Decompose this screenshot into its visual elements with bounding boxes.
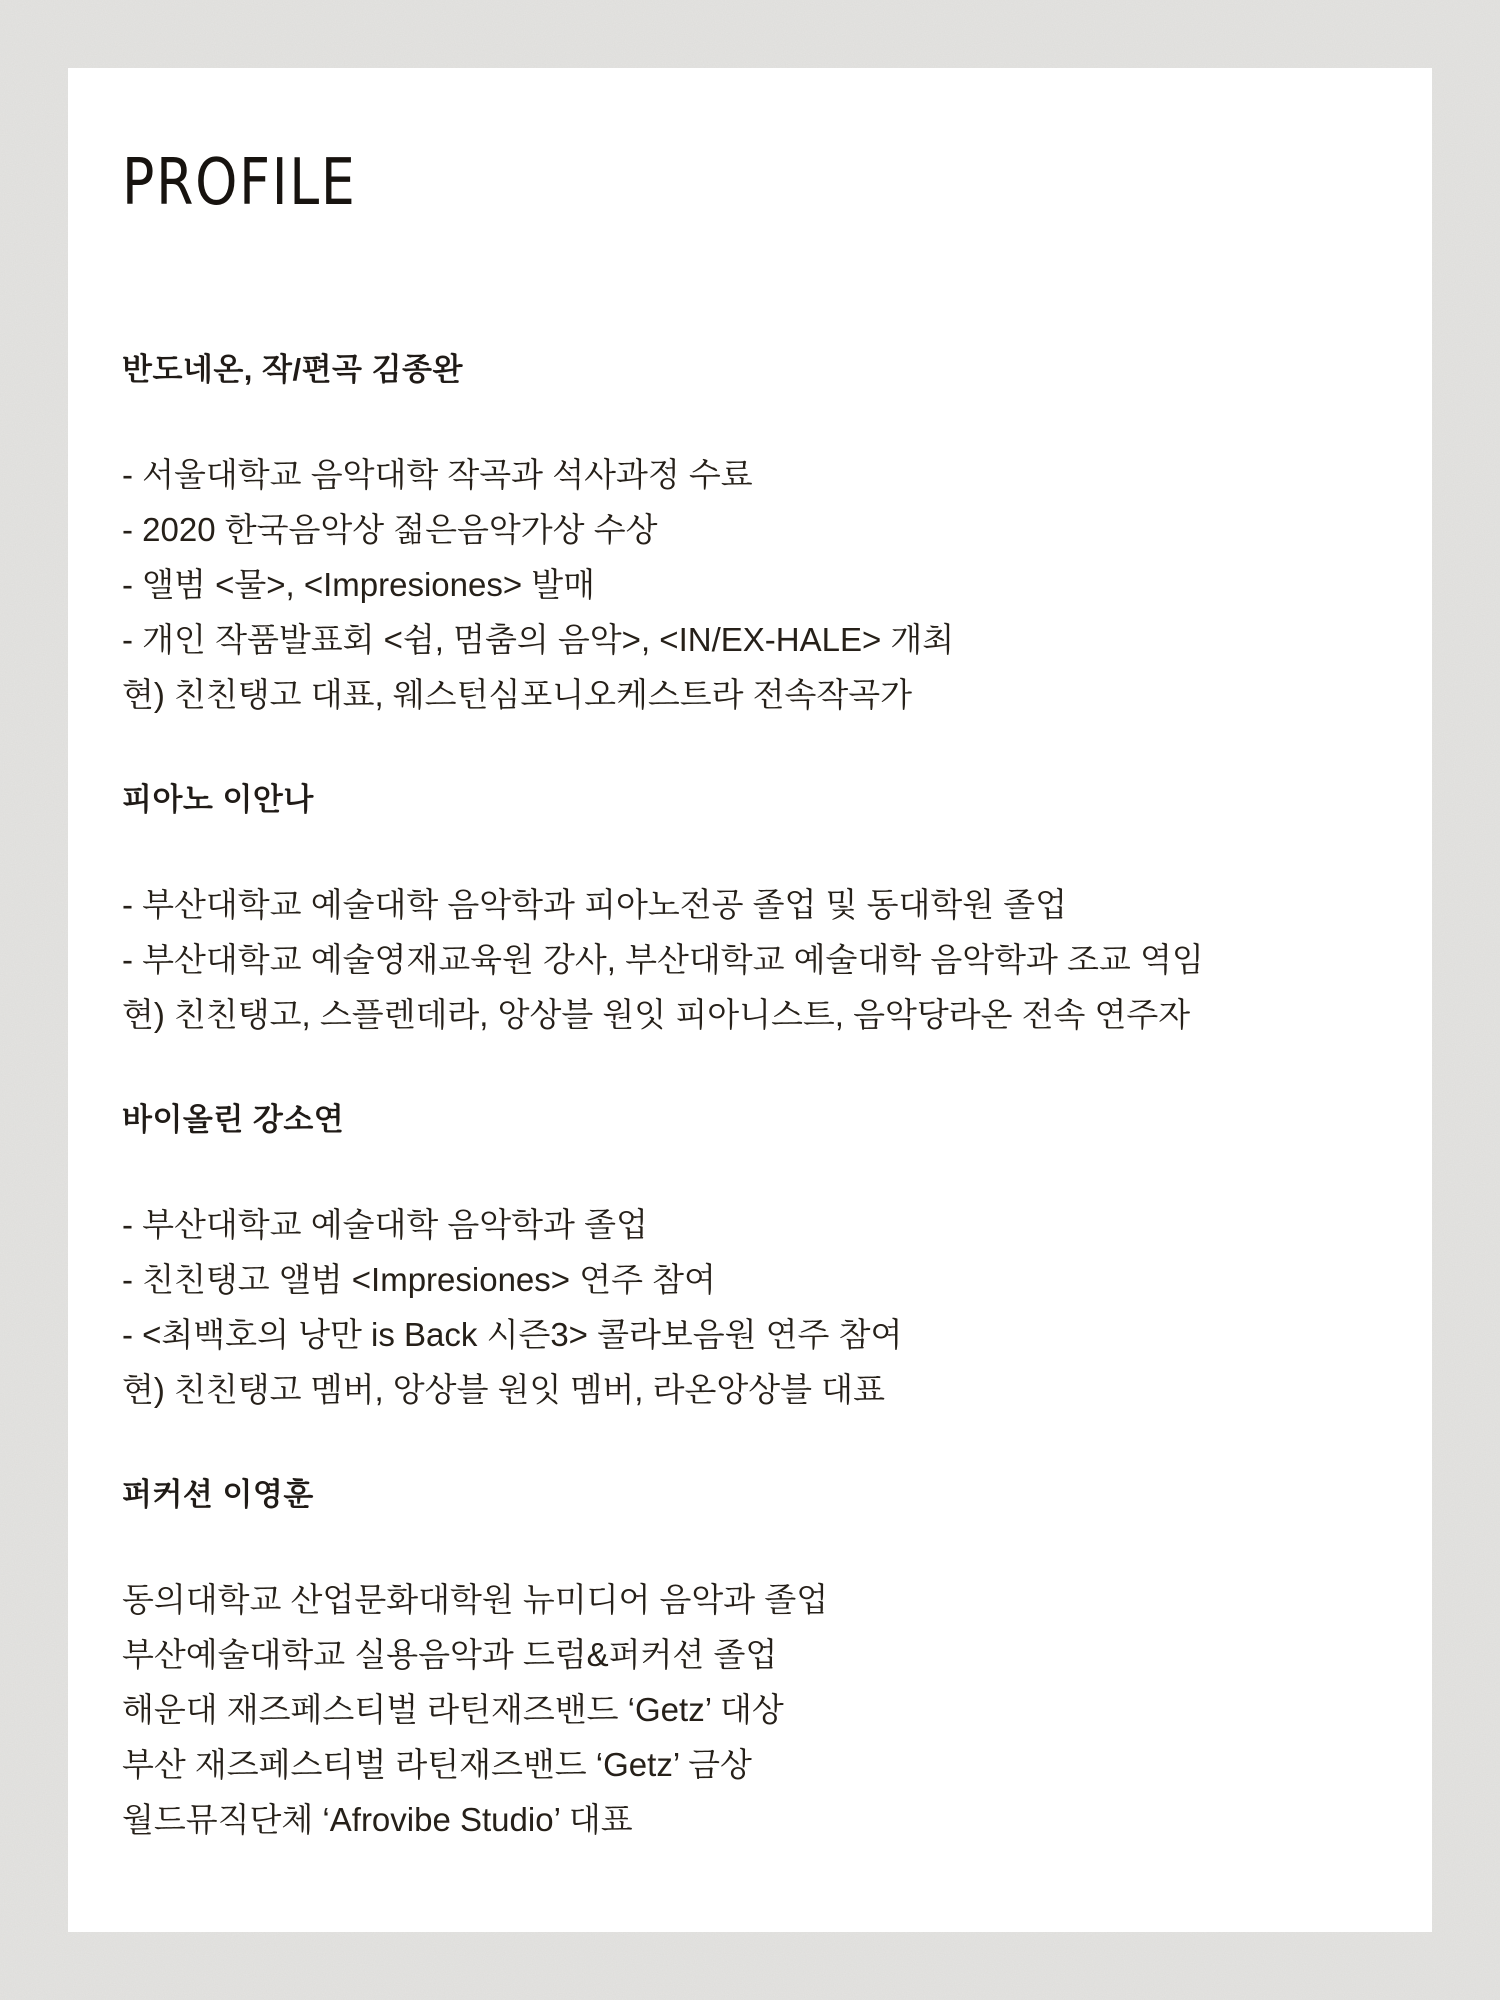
profile-line: 해운대 재즈페스티벌 라틴재즈밴드 ‘Getz’ 대상 — [122, 1691, 784, 1728]
section-heading-violin: 바이올린 강소연 — [122, 1102, 345, 1137]
profile-line: 현) 친친탱고 대표, 웨스턴심포니오케스트라 전속작곡가 — [122, 676, 913, 713]
profile-line: - 친친탱고 앨범 <Impresiones> 연주 참여 — [122, 1261, 716, 1298]
section-lines — [122, 1572, 1412, 1847]
section-lines — [122, 447, 1412, 722]
profile-line: - <최백호의 낭만 is Back 시즌3> 콜라보음원 연주 참여 — [122, 1316, 903, 1353]
profile-line: - 부산대학교 예술대학 음악학과 피아노전공 졸업 및 동대학원 졸업 — [122, 886, 1068, 923]
section-lines — [122, 877, 1412, 1042]
profile-line: 부산 재즈페스티벌 라틴재즈밴드 ‘Getz’ 금상 — [122, 1746, 752, 1783]
profile-line: 월드뮤직단체 ‘Afrovibe Studio’ 대표 — [122, 1801, 633, 1838]
profile-line: - 부산대학교 예술영재교육원 강사, 부산대학교 예술대학 음악학과 조교 역임 — [122, 941, 1204, 978]
section-lines — [122, 1197, 1412, 1417]
profile-line: 현) 친친탱고 멤버, 앙상블 원잇 멤버, 라온앙상블 대표 — [122, 1371, 885, 1408]
section-percussion — [122, 1467, 1412, 1847]
profile-line: - 부산대학교 예술대학 음악학과 졸업 — [122, 1206, 648, 1243]
section-heading-bandoneon: 반도네온, 작/편곡 김종완 — [122, 352, 463, 387]
profile-line: 부산예술대학교 실용음악과 드럼&퍼커션 졸업 — [122, 1636, 778, 1673]
profile-line: - 2020 한국음악상 젊은음악가상 수상 — [122, 511, 658, 548]
profile-line: - 개인 작품발표회 <쉼, 멈춤의 음악>, <IN/EX-HALE> 개최 — [122, 621, 955, 658]
page-title: PROFILE — [122, 146, 357, 220]
profile-card — [68, 68, 1432, 1932]
section-bandoneon — [122, 342, 1412, 722]
section-heading-piano: 피아노 이안나 — [122, 782, 314, 817]
profile-line: - 서울대학교 음악대학 작곡과 석사과정 수료 — [122, 456, 753, 493]
profile-line: - 앨범 <물>, <Impresiones> 발매 — [122, 566, 596, 603]
section-piano — [122, 772, 1412, 1042]
profile-line: 동의대학교 산업문화대학원 뉴미디어 음악과 졸업 — [122, 1581, 829, 1618]
profile-line: 현) 친친탱고, 스플렌데라, 앙상블 원잇 피아니스트, 음악당라온 전속 연주자 — [122, 996, 1191, 1033]
section-heading-percussion: 퍼커션 이영훈 — [122, 1477, 314, 1512]
section-violin — [122, 1092, 1412, 1417]
